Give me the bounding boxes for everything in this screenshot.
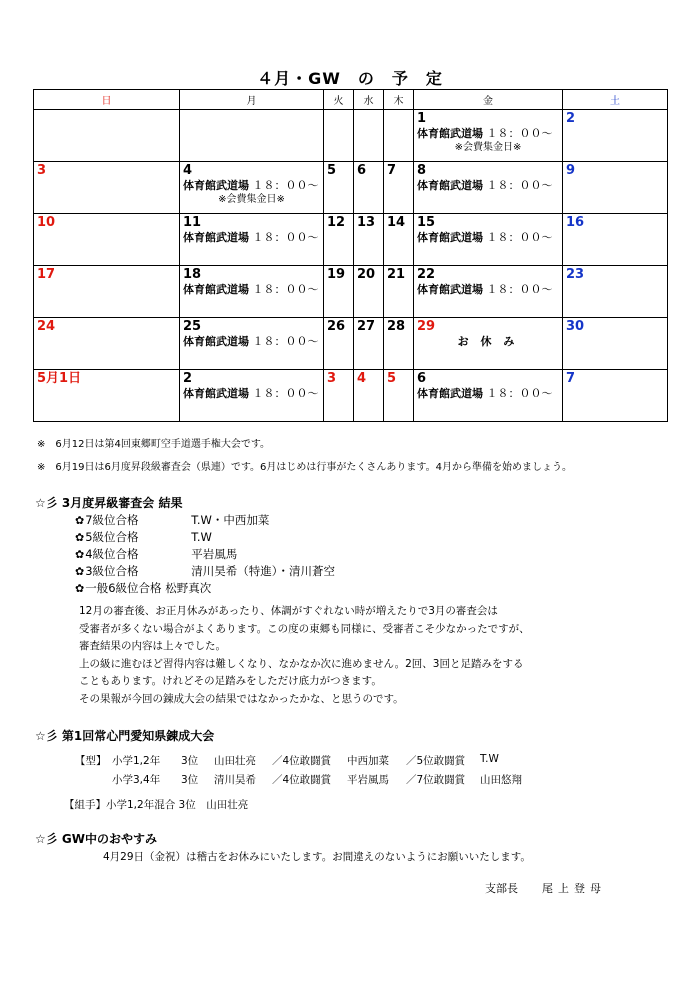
day-cell xyxy=(384,266,414,318)
day-number: 24 xyxy=(37,319,56,334)
practice-event: 体育館武道場 １８：００～ xyxy=(183,387,319,400)
day-cell xyxy=(324,318,354,370)
day-cell xyxy=(180,266,324,318)
day-cell xyxy=(180,318,324,370)
day-cell xyxy=(324,110,354,162)
calendar-week-row xyxy=(34,110,668,162)
tournament-heading: ☆彡 第1回常心門愛知県錬成大会 xyxy=(35,729,215,743)
day-number: 25 xyxy=(183,319,202,334)
day-number: 8 xyxy=(417,163,427,178)
header-wed: 水 xyxy=(354,90,384,110)
day-cell xyxy=(414,214,563,266)
fee-note: ※会費集金日※ xyxy=(218,194,285,205)
calendar-week-row xyxy=(34,162,668,214)
day-cell xyxy=(324,370,354,422)
day-number: 17 xyxy=(37,267,56,282)
day-number: 14 xyxy=(387,215,406,230)
day-number: 5 xyxy=(387,371,397,386)
day-number: 2 xyxy=(183,371,193,386)
signature-name: 尾上登母 xyxy=(542,882,606,895)
day-cell xyxy=(354,214,384,266)
day-number: 7 xyxy=(566,371,576,386)
day-number: 20 xyxy=(357,267,376,282)
calendar-week-row xyxy=(34,214,668,266)
day-cell xyxy=(563,162,668,214)
day-cell xyxy=(354,110,384,162)
practice-event: 体育館武道場 １８：００～ xyxy=(417,179,553,192)
signature xyxy=(485,880,606,896)
grade-line: ✿3級位合格 清川昊希（特進）・清川蒼空 xyxy=(75,564,335,578)
day-number: 28 xyxy=(387,319,406,334)
practice-event: 体育館武道場 １８：００～ xyxy=(417,127,553,140)
day-cell xyxy=(563,370,668,422)
day-number: 26 xyxy=(327,319,346,334)
day-number: 10 xyxy=(37,215,56,230)
day-cell xyxy=(563,318,668,370)
day-cell xyxy=(414,162,563,214)
flower-icon: ✿ xyxy=(75,565,85,578)
day-cell xyxy=(354,370,384,422)
header-mon: 月 xyxy=(180,90,324,110)
day-cell xyxy=(34,110,180,162)
practice-event: 体育館武道場 １８：００～ xyxy=(183,179,319,192)
gw-text: 4月29日（金祝）は稽古をお休みにいたします。お間違えのないようにお願いいたします。 xyxy=(103,851,531,863)
day-cell xyxy=(384,110,414,162)
day-cell xyxy=(354,162,384,214)
day-cell xyxy=(324,162,354,214)
day-number: 4 xyxy=(357,371,367,386)
day-number: 7 xyxy=(387,163,397,178)
day-cell xyxy=(34,214,180,266)
day-number: 3 xyxy=(327,371,337,386)
day-cell xyxy=(180,110,324,162)
day-number: 3 xyxy=(37,163,47,178)
day-number: 19 xyxy=(327,267,346,282)
day-cell xyxy=(384,214,414,266)
gw-heading: ☆彡 GW中のおやすみ xyxy=(35,832,158,846)
day-cell xyxy=(324,214,354,266)
day-number: 12 xyxy=(327,215,346,230)
day-number: 5 xyxy=(327,163,337,178)
day-cell xyxy=(324,266,354,318)
practice-event: 体育館武道場 １８：００～ xyxy=(183,283,319,296)
day-number: 5月1日 xyxy=(37,371,82,386)
day-number: 4 xyxy=(183,163,193,178)
newsletter-page: ４月・GW の 予 定 日 月 火 水 木 金 土 1 体育館武道場 １８：００～ ※会費集金日※ 2 3 4 体育館武道場 １８：００～ ※会費集金日※ 5 6 7 8 体育館武道場 １８：００～ 9 10 11 体育館武道場 １８：００～ 12 13 14 15 体育館武道場 １８：００～ 16 17 18 体育館武道場 １８：００～ 19 20 21 22 体育館武道場 １８：００～ 23 24 25 体育館武道場 １８：００～ 26 27 28 29 お 休 み 30 5月1日 2 体育館武道場 １８：００～ 3 4 5 6 体育館武道場 １８：００～ 7 ※ 6月12日は第4回東郷町空手道選手権大会です。 ※ 6月19日は6月度昇段級審査会（県連）です。6月はじめは行事がたくさんあります。4月から準備を始めましょう。 ☆彡 3月度昇級審査会 結果 ✿7級位合格 T.W・中西加菜 ✿5級位合格 T.W ✿4級位合格 平岩風馬 ✿3級位合格 清川昊希（特進）・清川蒼空 ✿一般6級位合格 松野真次 12月の審査後、お正月休みがあったり、体調がすぐれない時が増えたりで3月の審査会は 受審者が多くない場合がよくあります。この度の東郷も同様に、受審者こそ少なかったですが、 審査結果の内容は上々でした。 上の級に進むほど習得内容は難しくなり、なかなか次に進めません。2回、3回と足踏みをする こともあります。けれどその足踏みをしただけ底力がつきます。 その果報が今回の錬成大会の結果ではなかったかな、と思うのです。 ☆彡 第1回常心門愛知県錬成大会 【型】 小学1,2年 3位 山田壮亮 ／4位敢闘賞 中西加菜 ／5位敢闘賞 T.W 小学3,4年 3位 清川昊希 ／4位敢闘賞 平岩風馬 ／7位敢闘賞 山田悠翔 【組手】小学1,2年混合 3位 山田壮亮 ☆彡 GW中のおやすみ 4月29日（金祝）は稽古をお休みにいたします。お間違えのないようにお願いいたします。 支部長 尾上登母 xyxy=(0,0,700,990)
flower-icon: ✿ xyxy=(75,548,85,561)
day-number: 2 xyxy=(566,111,576,126)
grade-line: ✿一般6級位合格 松野真次 xyxy=(75,581,212,595)
day-number: 23 xyxy=(566,267,585,282)
day-cell xyxy=(563,214,668,266)
day-cell xyxy=(34,318,180,370)
day-number: 16 xyxy=(566,215,585,230)
grade-line: ✿5級位合格 T.W xyxy=(75,530,212,544)
header-sat: 土 xyxy=(563,90,668,110)
day-cell xyxy=(384,162,414,214)
exam-heading: ☆彡 3月度昇級審査会 結果 xyxy=(35,496,183,510)
day-cell xyxy=(384,318,414,370)
page-title: ４月・GW の 予 定 xyxy=(257,69,443,88)
header-sun: 日 xyxy=(34,90,180,110)
flower-icon: ✿ xyxy=(75,514,85,527)
day-number: 6 xyxy=(357,163,367,178)
day-cell xyxy=(414,370,563,422)
practice-event: 体育館武道場 １８：００～ xyxy=(417,387,553,400)
day-number: 11 xyxy=(183,215,202,230)
day-cell xyxy=(180,162,324,214)
day-cell xyxy=(34,266,180,318)
day-cell xyxy=(354,318,384,370)
day-number: 18 xyxy=(183,267,202,282)
day-number: 22 xyxy=(417,267,436,282)
day-number: 29 xyxy=(417,319,436,334)
day-number: 9 xyxy=(566,163,576,178)
calendar-table xyxy=(33,89,668,422)
holiday-label: お 休 み xyxy=(457,335,519,348)
day-number: 30 xyxy=(566,319,585,334)
day-cell xyxy=(34,162,180,214)
header-fri: 金 xyxy=(414,90,563,110)
practice-event: 体育館武道場 １８：００～ xyxy=(183,335,319,348)
day-number: 21 xyxy=(387,267,406,282)
practice-event: 体育館武道場 １８：００～ xyxy=(417,231,553,244)
flower-icon: ✿ xyxy=(75,531,85,544)
day-cell xyxy=(384,370,414,422)
day-number: 13 xyxy=(357,215,376,230)
grade-line: ✿4級位合格 平岩風馬 xyxy=(75,547,238,561)
day-cell xyxy=(34,370,180,422)
header-tue: 火 xyxy=(324,90,354,110)
calendar-week-row xyxy=(34,266,668,318)
fee-note: ※会費集金日※ xyxy=(454,142,522,153)
day-cell xyxy=(414,110,563,162)
kata-label: 【型】 xyxy=(75,755,107,767)
day-cell xyxy=(563,110,668,162)
day-cell xyxy=(414,318,563,370)
day-number: 1 xyxy=(417,111,427,126)
day-cell xyxy=(414,266,563,318)
day-cell xyxy=(180,370,324,422)
day-cell xyxy=(354,266,384,318)
grade-line: ✿7級位合格 T.W・中西加菜 xyxy=(75,513,270,527)
day-cell xyxy=(180,214,324,266)
practice-event: 体育館武道場 １８：００～ xyxy=(183,231,319,244)
flower-icon: ✿ xyxy=(75,582,85,595)
calendar-week-row xyxy=(34,318,668,370)
kumite-result: 【組手】小学1,2年混合 3位 山田壮亮 xyxy=(64,799,249,811)
calendar-week-row xyxy=(34,370,668,422)
exam-paragraph: 12月の審査後、お正月休みがあったり、体調がすぐれない時が増えたりで3月の審査会は 受審者が多くない場合がよくあります。この度の東郷も同様に、受審者こそ少なかったですが、 審査結果の内容は上々でした。 上の級に進むほど習得内容は難しくなり、なかなか次に進めません。2回、3回と足踏みをする こともあります。けれどその足踏みをしただけ底力がつきます。 その果報が今回の錬成大会の結果ではなかったかな、と思うのです。 xyxy=(79,605,530,705)
day-number: 6 xyxy=(417,371,427,386)
header-thu: 木 xyxy=(384,90,414,110)
footnote: ※ 6月12日は第4回東郷町空手道選手権大会です。 xyxy=(37,439,271,450)
practice-event: 体育館武道場 １８：００～ xyxy=(417,283,553,296)
signature-role: 支部長 xyxy=(485,882,518,895)
day-cell xyxy=(563,266,668,318)
footnote: ※ 6月19日は6月度昇段級審査会（県連）です。6月はじめは行事がたくさんあります。4月から準備を始めましょう。 xyxy=(37,462,572,473)
day-number: 15 xyxy=(417,215,436,230)
calendar-header-row xyxy=(34,90,668,110)
day-number: 27 xyxy=(357,319,376,334)
